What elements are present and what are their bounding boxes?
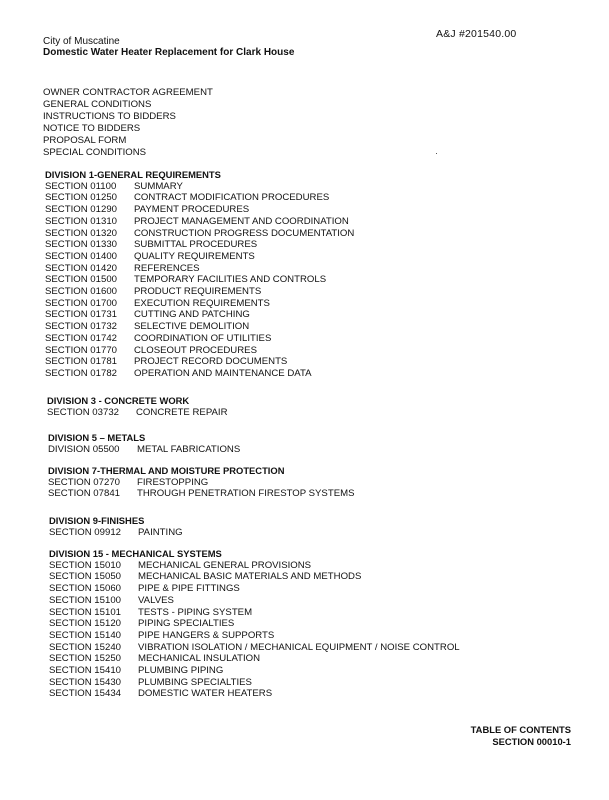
division-3 [47,395,228,418]
section-row [45,216,354,228]
front-matter-item: NOTICE TO BIDDERS [43,123,141,134]
section-row [45,228,354,240]
division-title: DIVISION 15 - MECHANICAL SYSTEMS [49,548,222,559]
section-row [49,630,460,642]
section-row [45,274,354,286]
section-number: SECTION 15010 [49,559,121,571]
division-title: DIVISION 3 - CONCRETE WORK [47,395,190,406]
section-title: PIPE HANGERS & SUPPORTS [138,629,275,641]
section-number: SECTION 07841 [48,488,120,500]
section-row [45,345,354,357]
section-row [45,251,354,263]
section-title: PAYMENT PROCEDURES [134,204,250,216]
section-row [45,204,354,216]
section-row [48,477,354,489]
section-number: SECTION 15140 [49,629,121,641]
division-15 [49,548,460,700]
section-row [45,356,354,368]
section-row [48,488,354,500]
section-number: SECTION 07270 [48,476,120,488]
job-number: A&J #201540.00 [436,28,517,40]
section-title: TESTS - PIPING SYSTEM [138,606,253,618]
section-number: SECTION 01770 [45,344,117,356]
section-row [45,192,354,204]
section-row [49,677,460,689]
section-number: SECTION 01420 [45,262,117,274]
section-title: SUBMITTAL PROCEDURES [134,239,258,251]
section-number: SECTION 15410 [49,665,121,677]
section-title: PAINTING [138,526,183,538]
section-number: SECTION 01330 [45,239,117,251]
section-number: SECTION 01100 [45,180,117,192]
section-row [49,618,460,630]
division-5 [48,432,240,455]
project-title: Domestic Water Heater Replacement for Clark House [43,47,295,58]
section-title: METAL FABRICATIONS [137,443,241,455]
section-title: PLUMBING PIPING [138,665,224,677]
front-matter-item: INSTRUCTIONS TO BIDDERS [43,111,176,122]
section-title: FIRESTOPPING [137,476,209,488]
section-number: SECTION 15101 [49,606,121,618]
division-title: DIVISION 5 – METALS [48,432,146,443]
section-number: SECTION 15430 [49,676,121,688]
section-row [48,444,240,456]
section-number: DIVISION 05500 [48,443,120,455]
section-row [49,583,460,595]
section-row [45,298,354,310]
section-title: PIPING SPECIALTIES [138,618,235,630]
section-title: CLOSEOUT PROCEDURES [134,344,257,356]
section-number: SECTION 01600 [45,286,117,298]
section-number: SECTION 15250 [49,653,121,665]
section-title: PIPE & PIPE FITTINGS [138,583,240,595]
section-number: SECTION 01250 [45,192,117,204]
section-title: THROUGH PENETRATION FIRESTOP SYSTEMS [137,488,355,500]
section-row [45,333,354,345]
section-number: SECTION 15100 [49,594,121,606]
section-number: SECTION 01782 [45,367,117,379]
front-matter-item: SPECIAL CONDITIONS [43,147,147,158]
city-name: City of Muscatine [43,36,120,47]
section-title: VIBRATION ISOLATION / MECHANICAL EQUIPMENT / NOISE CONTROL [138,641,460,653]
section-number: SECTION 01731 [45,309,117,321]
section-title: MECHANICAL GENERAL PROVISIONS [138,559,312,571]
section-number: SECTION 15120 [49,618,121,630]
section-row [49,560,460,572]
front-matter-item: GENERAL CONDITIONS [43,99,152,110]
section-title: MECHANICAL INSULATION [138,653,261,665]
division-9 [49,515,183,538]
section-row [45,286,354,298]
section-row [49,653,460,665]
section-title: PROJECT MANAGEMENT AND COORDINATION [134,215,349,227]
section-number: SECTION 01320 [45,227,117,239]
section-number: SECTION 01700 [45,297,117,309]
division-title: DIVISION 1-GENERAL REQUIREMENTS [45,169,221,180]
division-1 [45,169,354,380]
section-number: SECTION 01500 [45,274,117,286]
section-title: CONSTRUCTION PROGRESS DOCUMENTATION [134,227,355,239]
division-title: DIVISION 9-FINISHES [49,515,145,526]
section-number: SECTION 09912 [49,526,121,538]
section-row [49,527,183,539]
section-row [45,181,354,193]
section-title: OPERATION AND MAINTENANCE DATA [134,367,312,379]
scan-speck [436,153,437,154]
section-number: SECTION 15050 [49,571,121,583]
section-row [45,321,354,333]
section-number: SECTION 01742 [45,332,117,344]
section-number: SECTION 15240 [49,641,121,653]
section-title: REFERENCES [134,262,200,274]
section-row [45,368,354,380]
section-title: PLUMBING SPECIALTIES [138,676,252,688]
section-title: COORDINATION OF UTILITIES [134,332,272,344]
footer-section-number: SECTION 00010-1 [492,735,571,747]
section-title: CONCRETE REPAIR [136,406,228,418]
section-row [49,571,460,583]
section-title: PRODUCT REQUIREMENTS [134,286,262,298]
section-number: SECTION 01781 [45,356,117,368]
footer-toc-label: TABLE OF CONTENTS [470,724,571,735]
front-matter-list [43,87,213,159]
front-matter-item: OWNER CONTRACTOR AGREEMENT [43,87,213,98]
section-row [45,309,354,321]
section-number: SECTION 01732 [45,321,117,333]
section-number: SECTION 01290 [45,204,117,216]
section-title: QUALITY REQUIREMENTS [134,250,255,262]
section-number: SECTION 03732 [47,406,119,418]
section-title: MECHANICAL BASIC MATERIALS AND METHODS [138,571,362,583]
section-title: VALVES [138,594,174,606]
section-row [47,407,228,419]
section-row [49,607,460,619]
section-number: SECTION 01310 [45,215,117,227]
page-footer [471,724,571,747]
section-row [49,642,460,654]
section-title: CONTRACT MODIFICATION PROCEDURES [134,192,330,204]
section-row [45,263,354,275]
section-title: DOMESTIC WATER HEATERS [138,688,273,700]
section-title: PROJECT RECORD DOCUMENTS [134,356,288,368]
section-number: SECTION 15434 [49,688,121,700]
section-row [45,239,354,251]
section-number: SECTION 15060 [49,583,121,595]
section-title: CUTTING AND PATCHING [134,309,250,321]
section-title: SUMMARY [134,180,183,192]
section-row [49,595,460,607]
section-title: EXECUTION REQUIREMENTS [134,297,270,309]
section-title: SELECTIVE DEMOLITION [134,321,250,333]
section-title: TEMPORARY FACILITIES AND CONTROLS [134,274,327,286]
division-7 [48,465,354,500]
division-title: DIVISION 7-THERMAL AND MOISTURE PROTECTION [48,465,285,476]
section-row [49,688,460,700]
section-row [49,665,460,677]
front-matter-item: PROPOSAL FORM [43,135,127,146]
section-number: SECTION 01400 [45,250,117,262]
